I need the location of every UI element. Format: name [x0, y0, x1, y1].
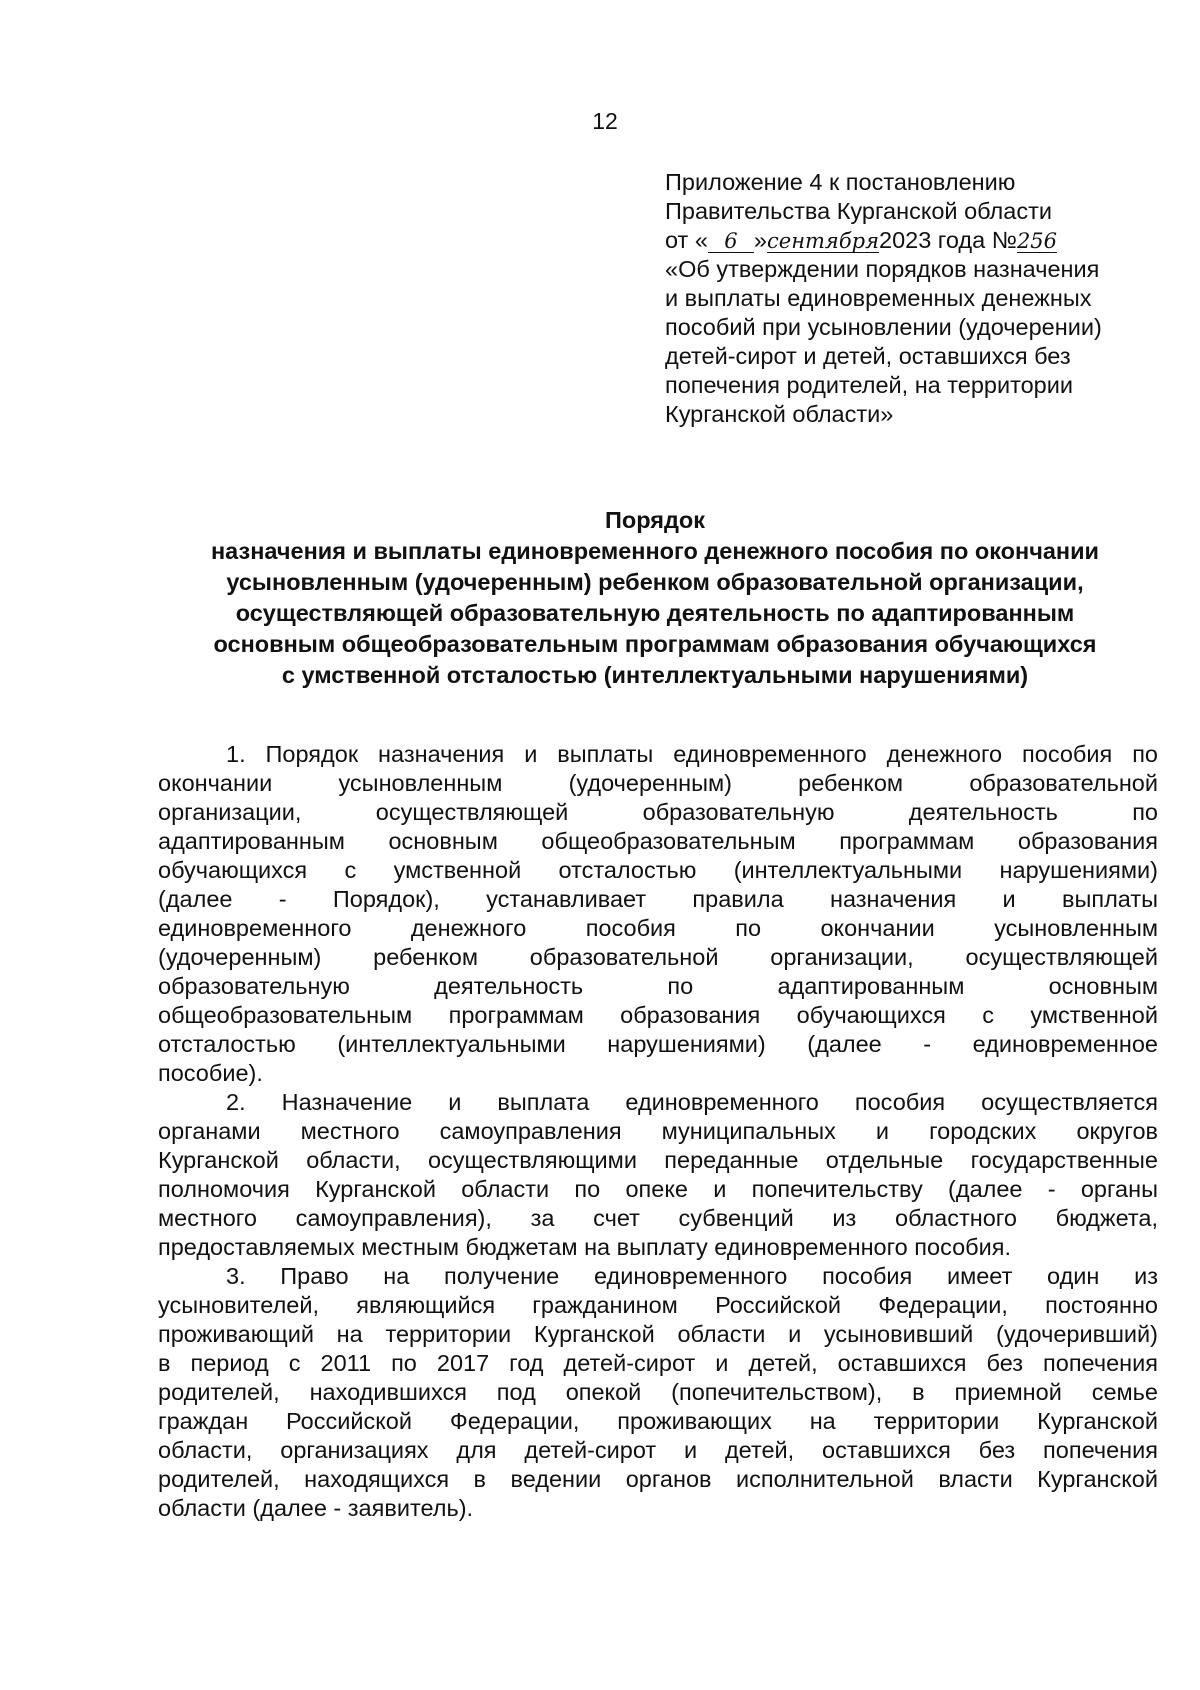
appendix-line: «Об утверждении порядков назначения [665, 256, 1100, 282]
body-line: полномочия Курганской области по опеке и попечительству (далее - органы [158, 1176, 1158, 1202]
appendix-line: и выплаты единовременных денежных [665, 285, 1092, 311]
document-title [150, 505, 1160, 691]
paragraph-3 [158, 1262, 1158, 1523]
title-heading: Порядок [604, 507, 706, 533]
body-line: организации, осуществляющей образовательную деятельность по [158, 799, 1158, 825]
title-line: осуществляющей образовательную деятельность по адаптированным [235, 600, 1075, 626]
handwritten-day: 6 [708, 230, 754, 253]
date-prefix: от « [665, 227, 708, 253]
date-year: 2023 года № [879, 227, 1017, 253]
body-line: отсталостью (интеллектуальными нарушениями) (далее - единовременное [158, 1031, 1158, 1057]
body-line: предоставляемых местным бюджетам на выплату единовременного пособия. [158, 1234, 1011, 1260]
body-line: области, организациях для детей-сирот и детей, оставшихся без попечения [158, 1437, 1158, 1463]
appendix-header [665, 168, 1165, 429]
body-line: (удочеренным) ребенком образовательной организации, осуществляющей [158, 944, 1158, 970]
document-body [158, 740, 1158, 1523]
appendix-date-line [665, 226, 1165, 255]
body-line: усыновителей, являющийся гражданином Российской Федерации, постоянно [158, 1292, 1158, 1318]
body-line: области (далее - заявитель). [158, 1495, 474, 1521]
body-line: местного самоуправления), за счет субвенций из областного бюджета, [158, 1205, 1158, 1231]
body-line: единовременного денежного пособия по окончании усыновленным [158, 915, 1158, 941]
date-mid: » [753, 227, 767, 253]
appendix-line: Курганской области» [665, 401, 894, 427]
body-line: органами местного самоуправления муниципальных и городских округов [158, 1118, 1158, 1144]
appendix-line: Правительства Курганской области [665, 198, 1052, 224]
paragraph-1 [158, 740, 1158, 1088]
title-line: с умственной отсталостью (интеллектуальными нарушениями) [281, 662, 1029, 688]
body-line: пособие). [158, 1060, 263, 1086]
title-line: основным общеобразовательным программам образования обучающихся [213, 631, 1097, 657]
body-line: 1. Порядок назначения и выплаты единовременного денежного пособия по [226, 741, 1158, 767]
body-line: окончании усыновленным (удочеренным) ребенком образовательной [158, 770, 1158, 796]
appendix-line: пособий при усыновлении (удочерении) [665, 314, 1102, 340]
body-line: родителей, находившихся под опекой (попечительством), в приемной семье [158, 1379, 1158, 1405]
page-number: 12 [592, 108, 618, 134]
handwritten-month: сентября [767, 229, 880, 253]
body-line: проживающий на территории Курганской области и усыновивший (удочеривший) [158, 1321, 1158, 1347]
body-line: 3. Право на получение единовременного пособия имеет один из [226, 1263, 1158, 1289]
paragraph-2 [158, 1088, 1158, 1262]
body-line: (далее - Порядок), устанавливает правила назначения и выплаты [158, 886, 1158, 912]
body-line: в период с 2011 по 2017 год детей-сирот и детей, оставшихся без попечения [158, 1350, 1158, 1376]
appendix-line: попечения родителей, на территории [665, 372, 1074, 398]
body-line: Курганской области, осуществляющими переданные отдельные государственные [158, 1147, 1158, 1173]
body-line: общеобразовательным программам образования обучающихся с умственной [158, 1002, 1158, 1028]
body-line: 2. Назначение и выплата единовременного пособия осуществляется [226, 1089, 1158, 1115]
body-line: адаптированным основным общеобразовательным программам образования [158, 828, 1158, 854]
body-line: родителей, находящихся в ведении органов исполнительной власти Курганской [158, 1466, 1158, 1492]
body-line: образовательную деятельность по адаптированным основным [158, 973, 1158, 999]
appendix-line: Приложение 4 к постановлению [665, 169, 1016, 195]
title-line: назначения и выплаты единовременного денежного пособия по окончании [210, 538, 1099, 564]
body-line: обучающихся с умственной отсталостью (интеллектуальными нарушениями) [158, 857, 1158, 883]
handwritten-number: 256 [1016, 229, 1058, 253]
appendix-line: детей-сирот и детей, оставшихся без [665, 343, 1071, 369]
title-line: усыновленным (удочеренным) ребенком образовательной организации, [226, 569, 1084, 595]
body-line: граждан Российской Федерации, проживающих на территории Курганской [158, 1408, 1158, 1434]
